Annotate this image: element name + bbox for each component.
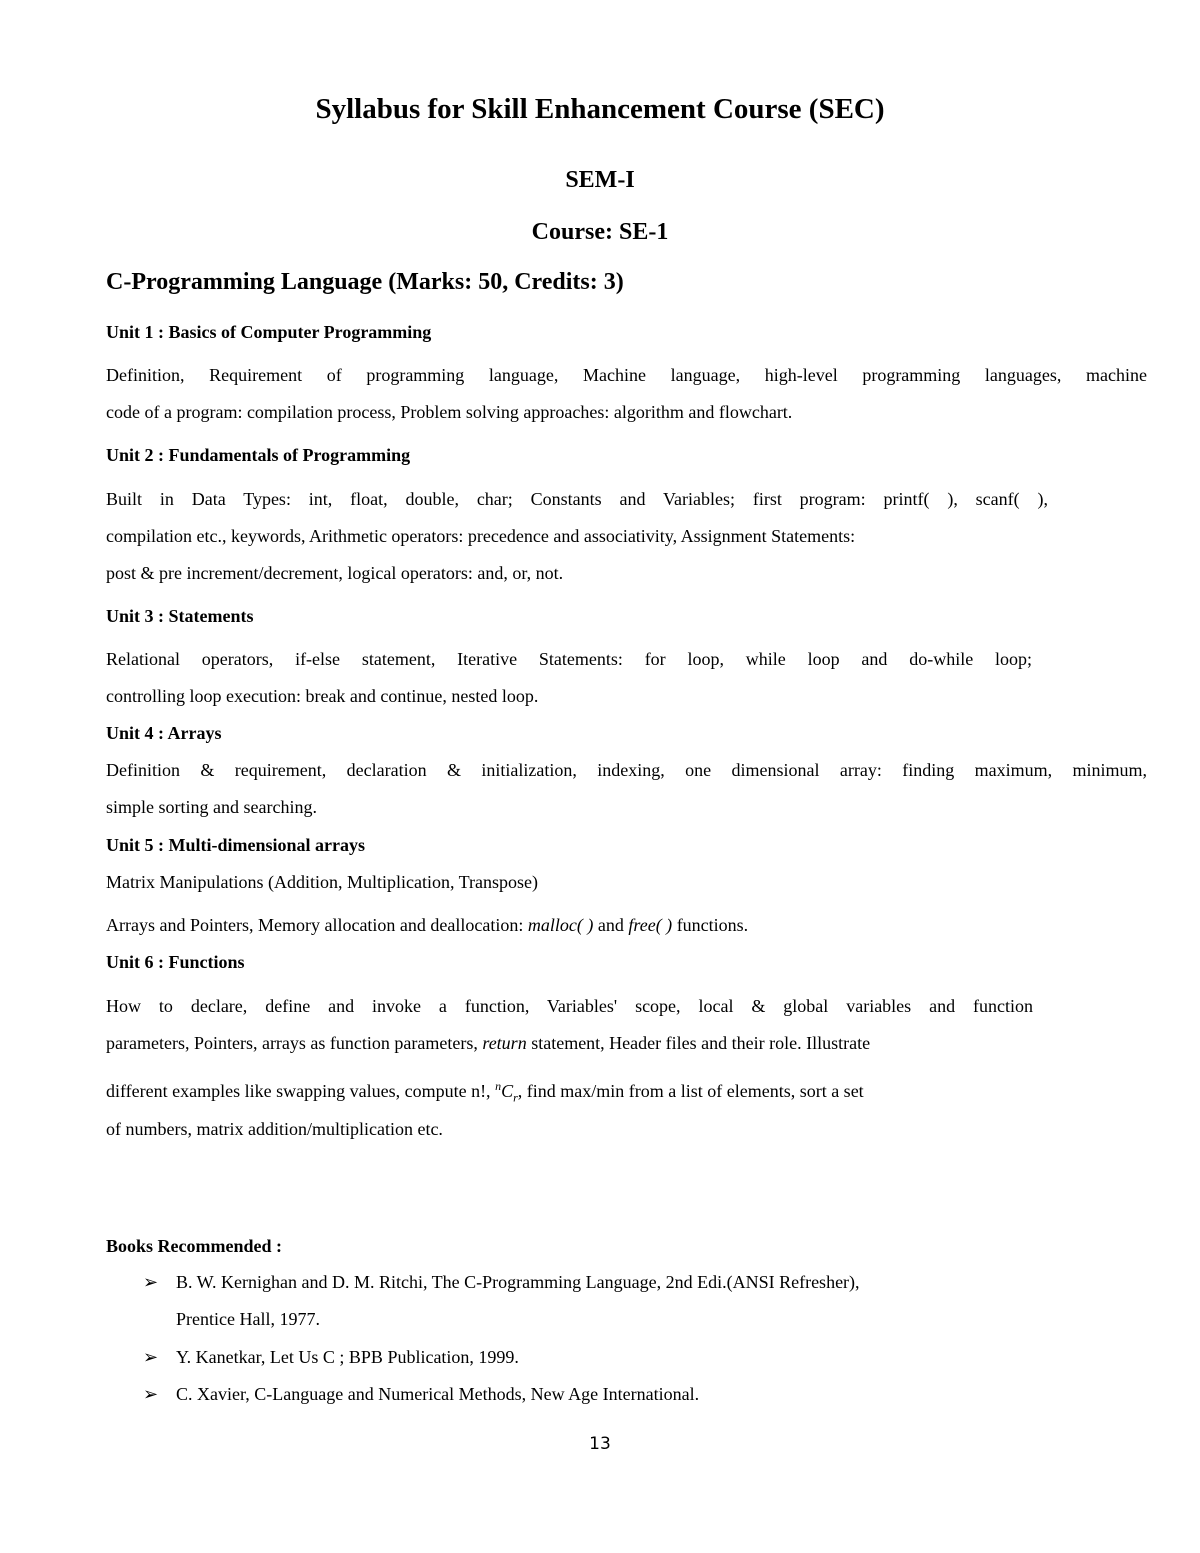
unit-6-ncr-line: different examples like swapping values, compute n!, $^nC_r$, find max/min from a list of elements, sort a set (106, 1079, 864, 1105)
book-item: Y. Kanetkar, Let Us C ; BPB Publication, 1999. (176, 1347, 519, 1367)
malloc-function-text: malloc( ) (527, 915, 594, 935)
unit-6-text-line: How to declare, define and invoke a function, Variables' scope, local & global variables and function (106, 996, 1033, 1016)
ncr-subscript: r (513, 1090, 518, 1105)
unit-2-text-line: compilation etc., keywords, Arithmetic operators: precedence and associativity, Assignment Statements: (106, 526, 856, 546)
return-keyword-text: return (482, 1033, 527, 1053)
unit-1-text-line: Definition, Requirement of programming language, Machine language, high-level programming languages, machine (106, 365, 1147, 385)
ncr-symbol: C (501, 1081, 514, 1101)
unit-6-return-line: parameters, Pointers, arrays as function parameters, return statement, Header files and their role. Illustrate (106, 1033, 871, 1053)
semester-heading: SEM-I (565, 167, 635, 193)
book-item: C. Xavier, C-Language and Numerical Methods, New Age International. (176, 1384, 700, 1404)
book-item-continuation: Prentice Hall, 1977. (176, 1309, 320, 1329)
unit-3-text-line: Relational operators, if-else statement, Iterative Statements: for loop, while loop and do-while loop; (106, 649, 1032, 669)
unit-6-text-line: of numbers, matrix addition/multiplication etc. (106, 1119, 443, 1139)
unit-3-text-line: controlling loop execution: break and continue, nested loop. (106, 686, 539, 706)
unit-3-heading: Unit 3 : Statements (106, 606, 254, 626)
arrow-bullet-icon: ➢ (143, 1347, 159, 1367)
page-title: Syllabus for Skill Enhancement Course (SEC) (315, 93, 885, 125)
unit-2-text-line: post & pre increment/decrement, logical operators: and, or, not. (106, 563, 564, 583)
arrow-bullet-icon: ➢ (143, 1384, 159, 1404)
ncr-superscript: n (495, 1079, 502, 1093)
page-number: 13 (589, 1434, 611, 1454)
unit-4-heading: Unit 4 : Arrays (106, 723, 222, 743)
unit-5-heading: Unit 5 : Multi-dimensional arrays (106, 835, 365, 855)
unit-4-text-line: Definition & requirement, declaration & initialization, indexing, one dimensional array: finding maximum, minimum, (106, 760, 1147, 780)
unit-4-text-line: simple sorting and searching. (106, 797, 317, 817)
course-name-heading: C-Programming Language (Marks: 50, Credits: 3) (106, 269, 624, 295)
unit-2-text-line: Built in Data Types: int, float, double, char; Constants and Variables; first program: printf( ), scanf( ), (106, 489, 1048, 509)
free-function-text: free( ) (628, 915, 673, 935)
arrow-bullet-icon: ➢ (143, 1272, 159, 1292)
unit-5-memory-line: Arrays and Pointers, Memory allocation and deallocation: malloc( ) and free( ) functions. (106, 915, 749, 935)
unit-6-heading: Unit 6 : Functions (106, 952, 245, 972)
course-code-heading: Course: SE-1 (531, 219, 669, 245)
unit-1-text-line: code of a program: compilation process, Problem solving approaches: algorithm and flowchart. (106, 402, 793, 422)
books-heading: Books Recommended : (106, 1236, 282, 1256)
unit-2-heading: Unit 2 : Fundamentals of Programming (106, 445, 411, 465)
unit-5-text-line: Matrix Manipulations (Addition, Multiplication, Transpose) (106, 872, 538, 892)
book-item: B. W. Kernighan and D. M. Ritchi, The C-Programming Language, 2nd Edi.(ANSI Refresher), (176, 1272, 860, 1292)
unit-1-heading: Unit 1 : Basics of Computer Programming (106, 322, 432, 342)
